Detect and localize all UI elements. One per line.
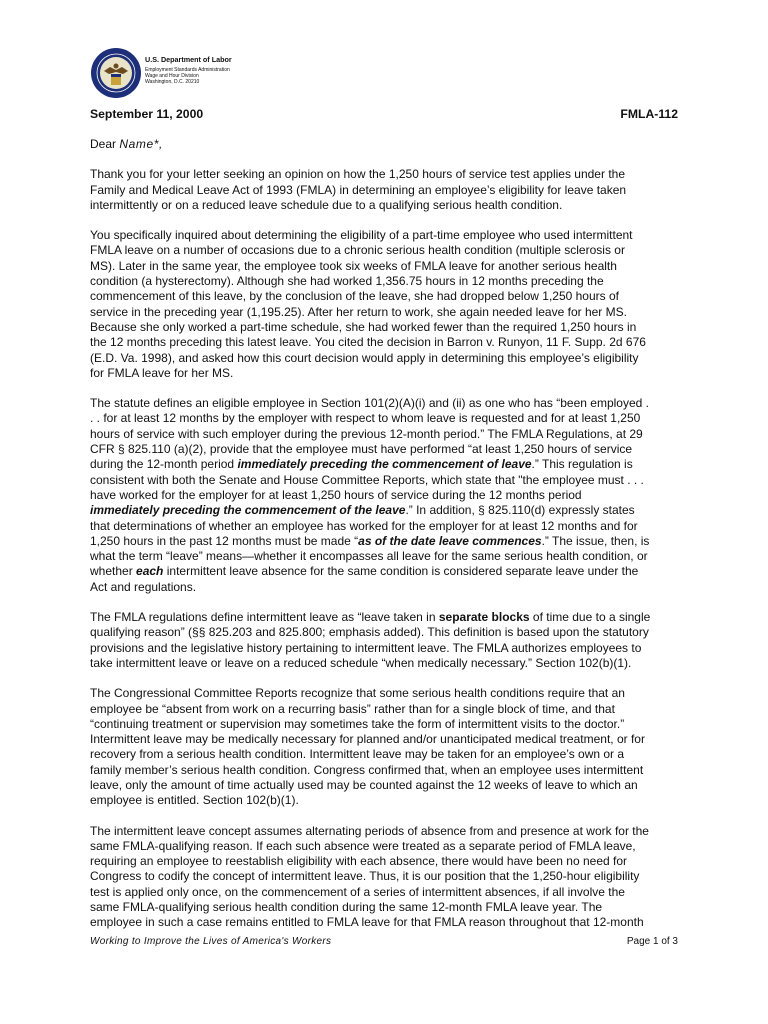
text-line: have worked for the employer for at least 1,250 hours of service during the 12 months period [90,487,582,502]
text-line: . . for at least 12 months by the employer with respect to whom leave is requested and for at least 1,250 [90,411,641,426]
bold-text: separate blocks [438,610,530,625]
text-line: Thank you for your letter seeking an opinion on how the 1,250 hours of service test applies under the [90,167,625,182]
text-span: intermittent leave absence for the same condition is considered separate leave under the [163,564,639,579]
salutation-dear: Dear [90,137,120,151]
text-line: MS). Later in the same year, the employee took six weeks of FMLA leave for another serious health [90,258,617,273]
text-span: of time due to a single [529,610,651,625]
text-line: Family and Medical Leave Act of 1993 (FMLA) in determining an employee’s eligibility for leave taken [90,182,627,197]
text-line: same FMLA-qualifying reason. If each such absence were treated as a separate period of FMLA leave, [90,838,636,853]
text-span: .” The issue, then, is [541,533,650,548]
text-line: employee be “absent from work on a recurring basis” rather than for a single block of time, and that [90,701,615,716]
text-span: .” In addition, § 825.110(d) expressly states [405,503,635,518]
text-line [90,564,680,579]
text-line: the 12 months preceding this latest leave. You cited the decision in Barron v. Runyon, 11 F. Supp. 2d 676 [90,335,646,350]
text-line: Congress to codify the concept of intermittent leave. Thus, it is our position that the 1,250-hour eligibility [90,869,640,884]
text-line [90,610,680,625]
text-line: for FMLA leave for her MS. [90,365,234,380]
text-line [90,503,680,518]
text-span: The FMLA regulations define intermittent leave as “leave taken in [90,610,439,625]
text-line: “continuing treatment or supervision may sometimes take the form of intermittent visits to the doctor.” [90,716,625,731]
text-line: qualifying reason” (§§ 825.203 and 825.800; emphasis added). This definition is based upon the statutory [90,625,649,640]
emphasized-text: each [136,564,164,579]
emphasized-text: immediately preceding the commencement of leave [237,457,532,472]
text-line [90,534,680,549]
text-line: intermittently or on a reduced leave schedule due to a qualifying serious health condition. [90,197,563,212]
text-line: commencement of this leave, by the conclusion of the leave, she had dropped below 1,250 hours of [90,289,619,304]
text-line: Act and regulations. [90,579,197,594]
text-line: FMLA leave on a number of occasions due to a chronic serious health condition (multiple sclerosis or [90,243,625,258]
text-line: condition (a hysterectomy). Although she had worked 1,356.75 hours in 12 months preceding the [90,274,604,289]
paragraph-4 [90,610,680,671]
emphasized-text: immediately preceding the commencement of the leave [90,503,406,518]
text-span: whether [90,564,137,579]
page-number: Page 1 of 3 [626,936,678,947]
letter-reference: FMLA-112 [620,107,678,121]
agency-block [145,56,232,85]
agency-sub-1: Employment Standards Administration [145,67,230,74]
text-line: service in the preceding year (1,195.25). After her return to work, she again needed leave for her MS. [90,304,627,319]
text-line: CFR § 825.110 (a)(2), provide that the employee must have performed “at least 1,250 hours of service [90,442,633,457]
agency-sub-3: Washington, D.C. 20210 [145,79,200,86]
text-line: leave, only the amount of time actually used may be counted against the 12 weeks of leave to which an [90,777,638,792]
text-span: .” This regulation is [531,457,633,472]
text-line: Because she only worked a part-time schedule, she had worked fewer than the required 1,250 hours in [90,319,637,334]
agency-sub-2: Wage and Hour Division [145,73,199,80]
text-line: The Congressional Committee Reports recognize that some serious health conditions require that an [90,686,625,701]
text-line: requiring an employee to reestablish eligibility with each absence, there would have been no need for [90,854,628,869]
letter-body [90,137,680,946]
text-line: test is applied only once, on the commencement of a series of intermittent absences, if all involve the [90,884,625,899]
text-line: consistent with both the Senate and House Committee Reports, which state that "the employee must . . . [90,472,644,487]
text-line: The intermittent leave concept assumes alternating periods of absence from and presence at work for the [90,823,649,838]
text-span: during the 12-month period [90,457,238,472]
text-line: You specifically inquired about determining the eligibility of a part-time employee who used intermittent [90,228,633,243]
text-line: employee is entitled. Section 102(b)(1). [90,793,299,808]
paragraph-5 [90,686,680,808]
text-line: family member’s serious health condition. Congress confirmed that, when an employee uses intermittent [90,762,644,777]
text-line: recovery from a serious health condition. Intermittent leave may be taken for an employee’s own or a [90,747,625,762]
text-line: The statute defines an eligible employee in Section 101(2)(A)(i) and (ii) as one who has “been employed . [90,396,649,411]
emphasized-text: as of the date leave commences [358,533,542,548]
paragraph-3 [90,396,680,595]
agency-name: U.S. Department of Labor [145,55,232,64]
paragraph-1 [90,167,680,213]
paragraph-2 [90,228,680,381]
paragraph-6 [90,824,680,931]
salutation [90,137,680,152]
text-line [90,457,680,472]
text-line: hours of service with such employer during the previous 12-month period.” The FMLA Regulations, at 29 [90,426,643,441]
text-line: take intermittent leave or leave on a reduced schedule “when medically necessary.” Section 102(b)(1). [90,655,632,670]
recipient-name: Name*, [119,137,163,151]
text-line: what the term “leave” means—whether it encompasses all leave for the same serious health condition, or [90,549,648,564]
footer-motto: Working to Improve the Lives of America's Workers [90,936,332,947]
text-line: (E.D. Va. 1998), and asked how this court decision would apply in determining this employee’s eligibility [90,350,639,365]
letter-date: September 11, 2000 [90,107,204,121]
text-line: employee in such a case remains entitled to FMLA leave for that FMLA reason throughout that 12-month [90,915,644,930]
text-span: 1,250 hours in the past 12 months must be made “ [90,533,359,548]
text-line: provisions and the legislative history pertaining to intermittent leave. The FMLA authorizes employees to [90,640,642,655]
text-line: that determinations of whether an employee has worked for the employer for at least 12 months and for [90,518,638,533]
text-line: same FMLA-qualifying serious health condition during the same 12-month FMLA leave year. The [90,900,603,915]
text-line: Intermittent leave may be medically necessary for planned and/or unanticipated medical treatment, or for [90,732,645,747]
dol-seal-icon [90,47,142,99]
